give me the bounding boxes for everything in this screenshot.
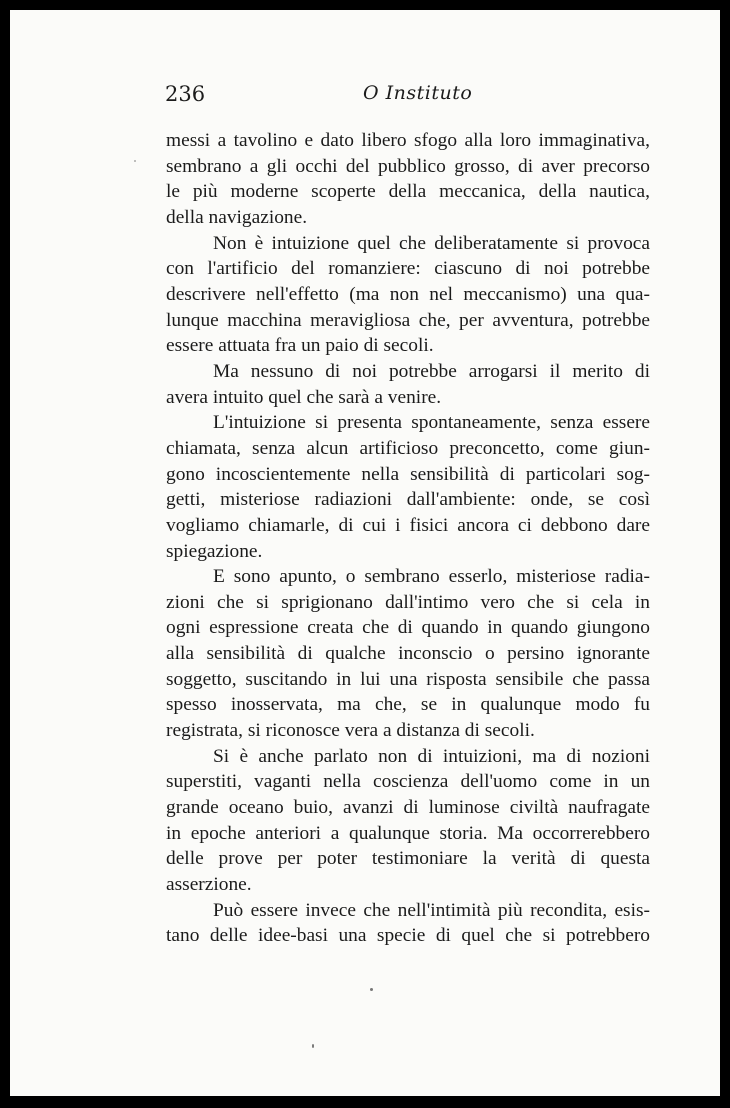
text-line: ogni espressione creata che di quando in quando giungono xyxy=(166,617,650,639)
book-page xyxy=(10,10,720,1096)
text-line: zioni che si sprigionano dall'intimo vero che si cela in xyxy=(166,591,650,613)
page-number: 236 xyxy=(165,82,206,106)
text-line: spesso inosservata, ma che, se in qualunque modo fu xyxy=(166,694,650,716)
text-line: le più moderne scoperte della meccanica, della nautica, xyxy=(166,181,650,203)
text-line: in epoche anteriori a qualunque storia. Ma occorrerebbero xyxy=(166,822,650,844)
page-header xyxy=(165,80,649,110)
text-line: spiegazione. xyxy=(166,540,263,562)
running-title: O Instituto xyxy=(363,82,473,104)
print-speck xyxy=(312,1044,314,1048)
text-line: E sono apunto, o sembrano esserlo, misteriose radia- xyxy=(213,566,650,588)
text-line: avera intuito quel che sarà a venire. xyxy=(166,386,442,408)
text-line: con l'artificio del romanziere: ciascuno di noi potrebbe xyxy=(166,258,650,280)
body-text xyxy=(166,128,650,949)
print-speck xyxy=(370,988,373,991)
text-line: essere attuata fra un paio di secoli. xyxy=(166,335,434,357)
text-line: registrata, si riconosce vera a distanza di secoli. xyxy=(166,720,535,742)
text-line: Non è intuizione quel che deliberatamente si provoca xyxy=(213,232,650,254)
print-speck xyxy=(134,160,136,162)
text-line: delle prove per poter testimoniare la verità di questa xyxy=(166,848,650,870)
text-line: messi a tavolino e dato libero sfogo alla loro immaginativa, xyxy=(166,130,650,151)
text-line: getti, misteriose radiazioni dall'ambiente: onde, se così xyxy=(166,489,650,511)
text-line: L'intuizione si presenta spontaneamente, senza essere xyxy=(213,412,650,434)
text-line: descrivere nell'effetto (ma non nel meccanismo) una qua- xyxy=(166,283,650,305)
text-line: gono incoscientemente nella sensibilità di particolari sog- xyxy=(166,463,650,485)
text-line: Si è anche parlato non di intuizioni, ma di nozioni xyxy=(213,745,650,767)
text-line: Ma nessuno di noi potrebbe arrogarsi il merito di xyxy=(213,360,650,382)
text-line: Può essere invece che nell'intimità più recondita, esis- xyxy=(213,899,650,921)
text-line: vogliamo chiamarle, di cui i fisici ancora ci debbono dare xyxy=(166,514,650,536)
text-line: soggetto, suscitando in lui una risposta sensibile che passa xyxy=(166,668,650,690)
text-line: chiamata, senza alcun artificioso preconcetto, come giun- xyxy=(166,437,650,459)
text-line: della navigazione. xyxy=(166,206,308,228)
text-line: superstiti, vaganti nella coscienza dell'uomo come in un xyxy=(166,771,650,793)
text-line: sembrano a gli occhi del pubblico grosso, di aver precorso xyxy=(166,155,650,177)
text-line: grande oceano buio, avanzi di luminose civiltà naufragate xyxy=(166,797,650,819)
text-line: alla sensibilità di qualche inconscio o persino ignorante xyxy=(166,643,650,665)
text-line: tano delle idee-basi una specie di quel che si potrebbero xyxy=(166,925,650,947)
text-line: lunque macchina meravigliosa che, per avventura, potrebbe xyxy=(166,309,650,331)
text-line: asserzione. xyxy=(166,874,252,896)
